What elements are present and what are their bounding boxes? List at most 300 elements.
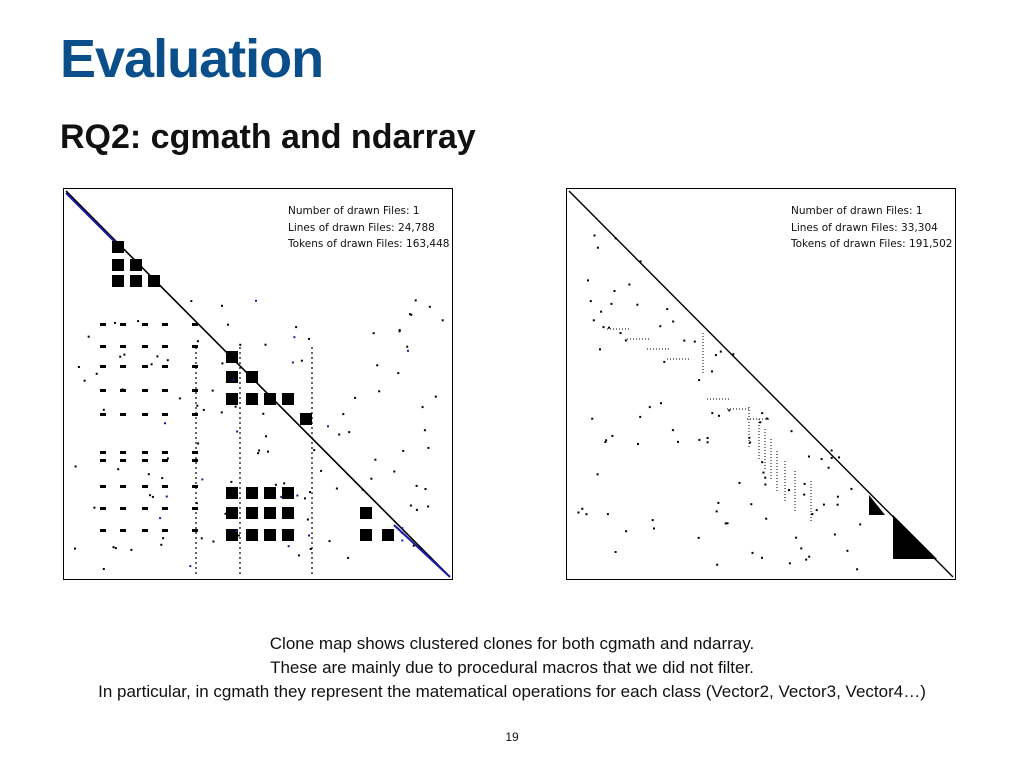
clone-block: [300, 413, 312, 425]
clone-dot: [160, 544, 162, 546]
clone-block: [246, 393, 258, 405]
clone-dot: [707, 437, 709, 439]
clone-dot: [121, 388, 123, 390]
clone-block: [360, 529, 372, 541]
clone-dot: [102, 508, 104, 510]
clone-dot: [338, 434, 340, 436]
clone-dash: [142, 485, 148, 488]
clone-dot: [429, 306, 431, 308]
clone-dot: [327, 425, 329, 427]
clone-block: [264, 393, 276, 405]
clone-dot: [347, 557, 349, 559]
clone-dot: [587, 279, 589, 281]
clone-dot: [716, 564, 718, 566]
clone-dot: [611, 303, 613, 305]
clone-dot: [212, 390, 214, 392]
stat-lines: Lines of drawn Files: 33,304: [791, 221, 938, 234]
clone-block: [246, 507, 258, 519]
clone-dot: [663, 361, 665, 363]
clone-dot: [749, 442, 751, 444]
clone-dot: [399, 330, 401, 332]
clone-dot: [413, 545, 415, 547]
clone-dash: [192, 451, 198, 454]
clone-dot: [401, 540, 403, 542]
clone-dash: [162, 451, 168, 454]
clone-dot: [759, 421, 761, 423]
clone-dot: [636, 304, 638, 306]
clone-dot: [78, 366, 80, 368]
clone-dot: [201, 537, 203, 539]
clone-dot: [837, 496, 839, 498]
clone-dash: [100, 485, 106, 488]
clone-dot: [581, 508, 583, 510]
clone-dot: [764, 477, 766, 479]
clone-dot: [653, 528, 655, 530]
clone-dot: [698, 537, 700, 539]
clone-dot: [275, 484, 277, 486]
clone-dot: [137, 320, 139, 322]
clone-dot: [716, 510, 718, 512]
clone-dot: [197, 340, 199, 342]
caption-line: In particular, in cgmath they represent the matematical operations for each class (Vector2, Vector3, Vector4…): [98, 682, 926, 701]
clone-dot: [604, 441, 606, 443]
clone-dot: [611, 435, 613, 437]
clone-dot: [725, 522, 727, 524]
clone-dot: [233, 379, 235, 381]
clone-block: [869, 495, 885, 515]
slide-title: Evaluation: [60, 29, 324, 89]
clone-dot: [309, 491, 311, 493]
clone-block: [226, 487, 238, 499]
clone-dot: [156, 355, 158, 357]
clone-dot: [672, 321, 674, 323]
clone-dash: [100, 529, 106, 532]
clone-dot: [591, 418, 593, 420]
clone-dot: [151, 363, 153, 365]
clone-block: [130, 275, 142, 287]
clone-dot: [295, 326, 297, 328]
clone-dash: [192, 459, 198, 462]
clone-dot: [804, 483, 806, 485]
clone-dash: [100, 451, 106, 454]
clone-dash: [142, 323, 148, 326]
clone-dot: [791, 430, 793, 432]
clone-dot: [265, 435, 267, 437]
clone-dot: [292, 362, 294, 364]
clone-dash: [120, 507, 126, 510]
clone-dot: [672, 429, 674, 431]
clone-dot: [660, 402, 662, 404]
clone-dot: [401, 532, 403, 534]
clone-dot: [803, 494, 805, 496]
clone-dot: [308, 338, 310, 340]
clone-dot: [416, 485, 418, 487]
clone-map-stats: [288, 203, 449, 253]
clone-map-diagonal-segment: [66, 193, 114, 241]
clone-dot: [603, 326, 605, 328]
clone-block: [148, 275, 160, 287]
clone-dash: [100, 345, 106, 348]
clone-dot: [698, 439, 700, 441]
clone-dot: [856, 568, 858, 570]
clone-dot: [296, 495, 298, 497]
clone-dash: [120, 529, 126, 532]
clone-dot: [625, 530, 627, 532]
clone-dot: [649, 406, 651, 408]
clone-dot: [590, 300, 592, 302]
clone-block: [112, 241, 124, 253]
clone-dot: [301, 360, 303, 362]
clone-dot: [88, 336, 90, 338]
clone-dash: [192, 365, 198, 368]
clone-block: [282, 529, 294, 541]
clone-dot: [93, 507, 95, 509]
clone-dot: [837, 504, 839, 506]
clone-dot: [707, 441, 709, 443]
clone-dash: [142, 345, 148, 348]
clone-dash: [162, 345, 168, 348]
clone-dot: [846, 550, 848, 552]
caption-line: These are mainly due to procedural macros that we did not filter.: [270, 658, 754, 677]
clone-dot: [640, 260, 642, 262]
clone-dot: [666, 308, 668, 310]
clone-dot: [711, 412, 713, 414]
clone-dot: [761, 461, 763, 463]
clone-block: [226, 507, 238, 519]
clone-dot: [410, 505, 412, 507]
clone-dot: [615, 237, 617, 239]
clone-dot: [614, 290, 616, 292]
clone-dash: [192, 323, 198, 326]
clone-dot: [427, 447, 429, 449]
clone-dash: [162, 389, 168, 392]
clone-dot: [764, 484, 766, 486]
clone-dot: [808, 456, 810, 458]
clone-dot: [402, 450, 404, 452]
clone-dot: [752, 552, 754, 554]
clone-dot: [789, 562, 791, 564]
clone-dot: [239, 344, 241, 346]
clone-dot: [148, 473, 150, 475]
clone-dash: [120, 451, 126, 454]
clone-dot: [720, 351, 722, 353]
clone-dash: [192, 507, 198, 510]
stat-tokens: Tokens of drawn Files: 191,502: [791, 238, 953, 250]
clone-dot: [763, 472, 765, 474]
clone-dot: [374, 459, 376, 461]
clone-dot: [75, 466, 77, 468]
clone-dot: [230, 481, 232, 483]
clone-dot: [152, 496, 154, 498]
clone-dash: [142, 529, 148, 532]
clone-dot: [828, 467, 830, 469]
clone-dot: [711, 370, 713, 372]
clone-dot: [288, 545, 290, 547]
clone-dot: [258, 450, 260, 452]
clone-dash: [162, 507, 168, 510]
clone-dash: [162, 323, 168, 326]
clone-dash: [100, 413, 106, 416]
clone-dash: [120, 459, 126, 462]
clone-dot: [409, 313, 411, 315]
slide-caption: [0, 632, 1024, 704]
clone-dot: [732, 353, 734, 355]
clone-dot: [748, 437, 750, 439]
clone-dash: [192, 485, 198, 488]
clone-dot: [442, 319, 444, 321]
clone-dot: [422, 406, 424, 408]
clone-dot: [821, 458, 823, 460]
clone-dot: [159, 517, 161, 519]
clone-dot: [103, 568, 105, 570]
clone-dot: [212, 541, 214, 543]
clone-dot: [578, 512, 580, 514]
clone-dot: [149, 494, 151, 496]
clone-dot: [683, 340, 685, 342]
clone-dot: [238, 535, 240, 537]
clone-dot: [308, 535, 310, 537]
clone-dot: [196, 405, 198, 407]
clone-dot: [236, 530, 238, 532]
clone-dash: [192, 345, 198, 348]
clone-dot: [416, 509, 418, 511]
clone-dot: [235, 406, 237, 408]
clone-dot: [728, 409, 730, 411]
clone-dash: [142, 413, 148, 416]
clone-block: [282, 487, 294, 499]
clone-dot: [739, 482, 741, 484]
clone-dot: [320, 470, 322, 472]
clone-dot: [615, 551, 617, 553]
clone-dot: [652, 519, 654, 521]
clone-dot: [113, 546, 115, 548]
clone-dash: [100, 323, 106, 326]
clone-dot: [823, 504, 825, 506]
clone-dash: [142, 365, 148, 368]
clone-dot: [189, 565, 191, 567]
clone-dot: [342, 413, 344, 415]
clone-dot: [761, 557, 763, 559]
clone-dot: [84, 380, 86, 382]
clone-dot: [425, 488, 427, 490]
clone-dash: [142, 451, 148, 454]
clone-dash: [142, 507, 148, 510]
clone-dash: [162, 529, 168, 532]
clone-dot: [119, 356, 121, 358]
clone-dot: [620, 332, 622, 334]
clone-dash: [100, 389, 106, 392]
clone-dot: [362, 489, 364, 491]
clone-block: [246, 529, 258, 541]
clone-dot: [677, 441, 679, 443]
clone-dot: [304, 497, 306, 499]
clone-dot: [393, 471, 395, 473]
clone-dash: [100, 459, 106, 462]
clone-dash: [162, 413, 168, 416]
clone-dot: [766, 418, 768, 420]
clone-dot: [329, 540, 331, 542]
clone-dot: [761, 412, 763, 414]
clone-dot: [313, 449, 315, 451]
clone-dash: [192, 389, 198, 392]
clone-map-stats: [791, 203, 952, 253]
clone-dot: [397, 372, 399, 374]
clone-dot: [348, 431, 350, 433]
clone-dot: [257, 452, 259, 454]
clone-dot: [267, 451, 269, 453]
clone-block: [264, 529, 276, 541]
stat-files: Number of drawn Files: 1: [288, 205, 420, 217]
clone-dot: [115, 547, 117, 549]
page-number: 19: [505, 730, 519, 744]
clone-dot: [190, 300, 192, 302]
clone-dot: [628, 284, 630, 286]
clone-dot: [765, 518, 767, 520]
clone-dot: [597, 473, 599, 475]
clone-dot: [586, 513, 588, 515]
clone-block: [112, 275, 124, 287]
clone-dash: [142, 459, 148, 462]
clone-dot: [262, 413, 264, 415]
clone-dot: [800, 547, 802, 549]
clone-dash: [120, 345, 126, 348]
clone-dot: [167, 458, 169, 460]
clone-dash: [100, 365, 106, 368]
clone-dot: [859, 523, 861, 525]
clone-dot: [265, 344, 267, 346]
clone-dash: [120, 365, 126, 368]
clone-dot: [221, 305, 223, 307]
clone-dot: [162, 537, 164, 539]
clone-dot: [378, 390, 380, 392]
clone-dot: [435, 396, 437, 398]
clone-dot: [164, 422, 166, 424]
clone-dash: [120, 413, 126, 416]
clone-block: [112, 259, 124, 271]
clone-dot: [427, 506, 429, 508]
clone-dot: [639, 416, 641, 418]
clone-dot: [608, 327, 610, 329]
clone-dot: [103, 409, 105, 411]
clone-dot: [114, 322, 116, 324]
clone-block: [282, 507, 294, 519]
clone-dot: [406, 346, 408, 348]
clone-dot: [727, 522, 729, 524]
clone-dot: [607, 513, 609, 515]
clone-dot: [255, 300, 257, 302]
clone-dot: [293, 336, 295, 338]
clone-block: [382, 529, 394, 541]
clone-block: [264, 487, 276, 499]
clone-dot: [197, 443, 199, 445]
clone-dot: [336, 488, 338, 490]
clone-dot: [715, 354, 717, 356]
clone-block: [246, 487, 258, 499]
clone-dot: [354, 397, 356, 399]
clone-dot: [788, 489, 790, 491]
clone-dot: [401, 527, 403, 529]
clone-dash: [120, 485, 126, 488]
clone-dot: [850, 488, 852, 490]
stat-lines: Lines of drawn Files: 24,788: [288, 221, 435, 234]
clone-dot: [811, 513, 813, 515]
clone-dot: [834, 534, 836, 536]
clone-block: [264, 507, 276, 519]
clone-dot: [298, 554, 300, 556]
clone-dot: [593, 319, 595, 321]
clone-dot: [203, 409, 205, 411]
clone-dot: [415, 299, 417, 301]
clone-dot: [117, 468, 119, 470]
clone-dot: [717, 502, 719, 504]
clone-map-ndarray: [566, 188, 956, 580]
clone-block: [226, 371, 238, 383]
clone-dot: [594, 235, 596, 237]
clone-dot: [597, 247, 599, 249]
clone-dot: [221, 411, 223, 413]
clone-dot: [808, 556, 810, 558]
clone-dot: [659, 325, 661, 327]
clone-dot: [280, 496, 282, 498]
clone-dot: [221, 362, 223, 364]
clone-dot: [750, 503, 752, 505]
clone-dash: [162, 485, 168, 488]
slide-subtitle: RQ2: cgmath and ndarray: [60, 118, 476, 156]
clone-dot: [625, 339, 627, 341]
clone-dash: [162, 365, 168, 368]
clone-dash: [192, 413, 198, 416]
clone-dash: [142, 389, 148, 392]
clone-dot: [718, 415, 720, 417]
clone-dot: [179, 397, 181, 399]
clone-dot: [694, 341, 696, 343]
clone-dot: [123, 354, 125, 356]
clone-dot: [96, 373, 98, 375]
stat-tokens: Tokens of drawn Files: 163,448: [288, 238, 450, 250]
clone-dot: [816, 509, 818, 511]
clone-dot: [227, 324, 229, 326]
clone-block: [246, 371, 258, 383]
clone-dot: [805, 559, 807, 561]
clone-dot: [283, 482, 285, 484]
caption-line: Clone map shows clustered clones for both cgmath and ndarray.: [269, 634, 755, 653]
stat-files: Number of drawn Files: 1: [791, 205, 923, 217]
clone-block: [282, 393, 294, 405]
clone-dot: [424, 429, 426, 431]
clone-dot: [637, 443, 639, 445]
clone-dot: [838, 456, 840, 458]
clone-dot: [166, 496, 168, 498]
clone-dot: [161, 477, 163, 479]
clone-map-cgmath: [63, 188, 453, 580]
clone-dot: [831, 457, 833, 459]
clone-block: [130, 259, 142, 271]
clone-dot: [74, 548, 76, 550]
clone-dot: [600, 311, 602, 313]
clone-dot: [201, 478, 203, 480]
clone-dot: [236, 431, 238, 433]
clone-dot: [225, 513, 227, 515]
clone-dash: [120, 323, 126, 326]
clone-dot: [795, 537, 797, 539]
clone-dot: [167, 359, 169, 361]
clone-dot: [307, 519, 309, 521]
clone-dot: [376, 364, 378, 366]
clone-block: [226, 351, 238, 363]
clone-dot: [373, 332, 375, 334]
clone-block: [226, 393, 238, 405]
clone-block-large: [893, 515, 937, 559]
